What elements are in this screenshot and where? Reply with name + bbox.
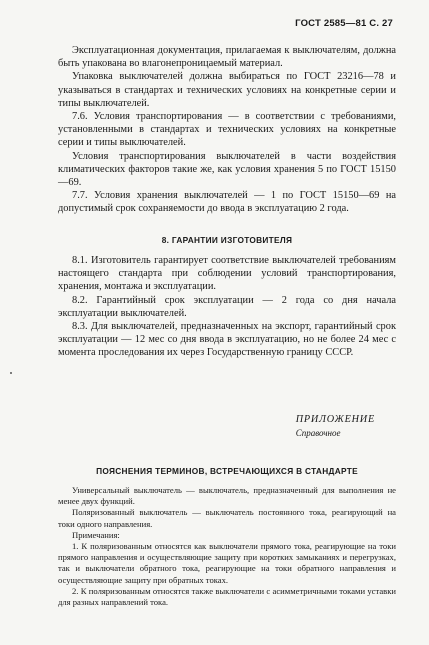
terms-title: ПОЯСНЕНИЯ ТЕРМИНОВ, ВСТРЕЧАЮЩИХСЯ В СТАНДАРТЕ (96, 466, 358, 476)
appendix-label (296, 414, 375, 438)
note-1: 1. К поляризованным относятся как выключатели прямого тока, реагирующие на токи прямого направления и осуществляющие защиту при коротких замыканиях и перегрузках, так и выключатели обратного тока, реагирующие на токи обратного направления и осуществляющие защиту при обратных токах. (58, 541, 396, 585)
notes-label: Примечания: (72, 529, 120, 540)
paragraph-8-3: 8.3. Для выключателей, предназначенных на экспорт, гарантийный срок эксплуатации — 12 мес со дня ввода в эксплуатацию, но не более 24 мес с момента проследования их через Государственную границу СССР. (58, 321, 396, 359)
paragraph-packaging: Упаковка выключателей должна выбираться по ГОСТ 23216—78 и указываться в стандартах и технических условиях на конкретные серии и типы выключателей. (58, 71, 396, 109)
section-8-title: 8. ГАРАНТИИ ИЗГОТОВИТЕЛЯ (161, 235, 293, 245)
paragraph-8-1: 8.1. Изготовитель гарантирует соответствие выключателей требованиям настоящего стандарта при соблюдении условий транспортирования, хранения, монтажа и эксплуатации. (58, 255, 396, 293)
note-2: 2. К поляризованным относятся также выключатели с асимметричными токами уставки для разных направлений тока. (58, 585, 396, 608)
scan-mark (10, 372, 12, 374)
paragraph-documentation: Эксплуатационная документация, прилагаемая к выключателям, должна быть упакована во влагонепроницаемый материал. (58, 45, 396, 70)
paragraph-transport-climate: Условия транспортирования выключателей в части воздействия климатических факторов такие же, как условия хранения 5 по ГОСТ 15150—69. (58, 150, 396, 189)
term-universal: Универсальный выключатель — выключатель, предназначенный для выполнения не менее двух функций. (58, 485, 396, 507)
term-polarized: Поляризованный выключатель — выключатель постоянного тока, реагирующий на токи одного направления. (58, 507, 396, 529)
page-header: ГОСТ 2585—81 С. 27 (295, 18, 393, 29)
appendix-title: ПРИЛОЖЕНИЕ (295, 414, 375, 425)
appendix-subtitle: Справочное (295, 428, 341, 438)
terms-block (58, 485, 396, 608)
paragraph-7-7: 7.7. Условия хранения выключателей — 1 по ГОСТ 15150—69 на допустимый срок сохраняемости до ввода в эксплуатацию 2 года. (58, 190, 396, 215)
paragraph-8-2: 8.2. Гарантийный срок эксплуатации — 2 года со дня начала эксплуатации выключателей. (58, 294, 396, 319)
top-text-block (58, 44, 396, 216)
paragraph-7-6: 7.6. Условия транспортирования — в соответствии с требованиями, установленными в стандартах и технических условиях на конкретные серии и типы выключателей. (58, 111, 396, 149)
section-8-block (58, 254, 396, 360)
